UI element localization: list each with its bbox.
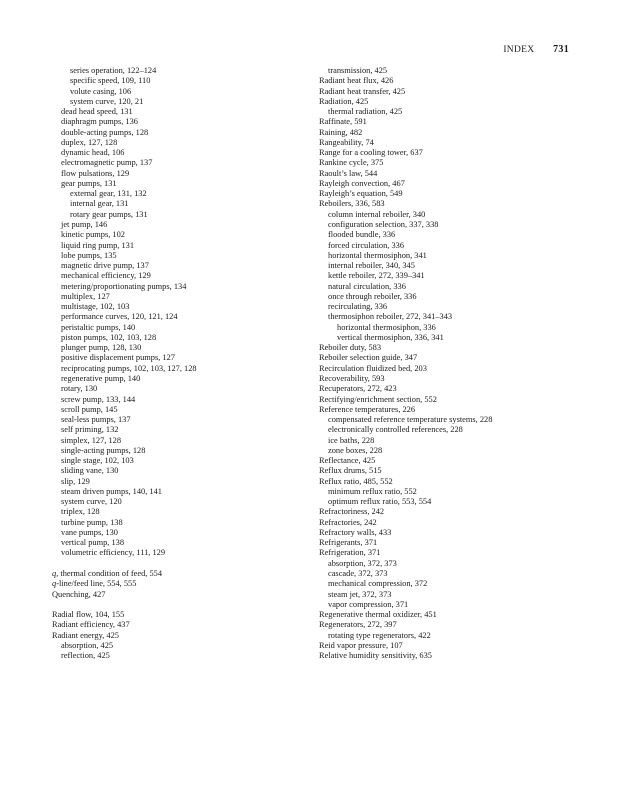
index-entry-text: Refractoriness, 242 — [319, 507, 385, 517]
index-entry — [52, 415, 312, 425]
index-entry-text: Radiant heat transfer, 425 — [319, 86, 406, 96]
index-entry — [319, 76, 589, 86]
index-entry-text: Radial flow, 104, 155 — [52, 610, 125, 620]
index-column-right — [319, 66, 589, 661]
index-entry-text: transmission, 425 — [328, 66, 388, 75]
index-entry-text: liquid ring pump, 131 — [61, 240, 135, 250]
index-entry-text: minimum reflux ratio, 552 — [328, 486, 417, 496]
index-entry-text: Refrigeration, 371 — [319, 548, 381, 558]
index-entry — [52, 128, 312, 138]
index-entry-text: peristaltic pumps, 140 — [61, 322, 136, 332]
index-entry-text: Relative humidity sensitivity, 635 — [319, 651, 432, 661]
index-entry — [319, 282, 589, 292]
index-entry — [52, 107, 312, 117]
index-entry-text: Rayleigh’s equation, 549 — [319, 189, 403, 199]
index-entry — [52, 374, 312, 384]
index-entry — [52, 158, 312, 168]
index-entry-text: thermal radiation, 425 — [328, 107, 403, 117]
index-entry — [319, 446, 589, 456]
index-entry — [52, 292, 312, 302]
index-entry — [52, 210, 312, 220]
index-entry — [319, 384, 589, 394]
index-entry-text: Refractories, 242 — [319, 517, 377, 527]
index-entry — [319, 425, 589, 435]
index-entry-text: rotary gear pumps, 131 — [70, 209, 148, 219]
index-entry-text: simplex, 127, 128 — [61, 435, 122, 445]
index-entry — [319, 333, 589, 343]
index-entry — [52, 333, 312, 343]
index-entry-text: Recirculation fluidized bed, 203 — [319, 363, 427, 373]
index-entry-text: column internal reboiler, 340 — [328, 209, 426, 219]
index-entry-text: zone boxes, 228 — [328, 445, 383, 455]
index-entry-text: Reboiler duty, 583 — [319, 343, 382, 353]
index-entry-text: vertical pump, 138 — [61, 538, 125, 548]
index-entry-text: single-acting pumps, 128 — [61, 445, 146, 455]
index-entry-text: natural circulation, 336 — [328, 281, 406, 291]
index-entry — [52, 497, 312, 507]
index-entry-text: thermosiphon reboiler, 272, 341–343 — [328, 312, 453, 322]
index-entry — [52, 487, 312, 497]
running-header-label: INDEX — [503, 45, 535, 55]
index-entry-text: Radiation, 425 — [319, 96, 369, 106]
index-entry-text: jet pump, 146 — [61, 219, 108, 229]
index-entry-text: Reference temperatures, 226 — [319, 404, 416, 414]
index-entry-text: Recuperators, 272, 423 — [319, 384, 397, 394]
index-entry — [52, 610, 312, 620]
index-entry — [319, 323, 589, 333]
index-entry-text: Refractory walls, 433 — [319, 527, 392, 537]
index-entry-text: reflection, 425 — [61, 651, 110, 661]
index-entry — [319, 641, 589, 651]
index-entry-text: rotating type regenerators, 422 — [328, 630, 431, 640]
index-entry-text: volumetric efficiency, 111, 129 — [61, 548, 166, 558]
index-entry — [52, 282, 312, 292]
index-entry-text: mechanical efficiency, 129 — [61, 271, 151, 281]
index-entry-text: steam jet, 372, 373 — [328, 589, 392, 599]
index-entry — [52, 456, 312, 466]
index-entry-text: double-acting pumps, 128 — [61, 127, 149, 137]
index-entry-text: rotary, 130 — [61, 384, 98, 394]
index-entry — [52, 518, 312, 528]
index-entry-text: absorption, 372, 373 — [328, 558, 397, 568]
index-entry-text: Range for a cooling tower, 637 — [319, 148, 423, 158]
index-entry — [319, 66, 589, 76]
index-entry — [319, 405, 589, 415]
index-entry-text: system curve, 120 — [61, 497, 122, 507]
index-entry-text: Rankine cycle, 375 — [319, 158, 384, 168]
index-entry — [319, 538, 589, 548]
index-entry — [319, 477, 589, 487]
index-entry-text: -line/feed line, 554, 555 — [56, 579, 137, 589]
index-entry-text: vertical thermosiphon, 336, 341 — [337, 332, 444, 342]
index-entry — [52, 590, 312, 600]
index-entry — [52, 538, 312, 548]
index-entry-text: compensated reference temperature systems, 228 — [328, 415, 493, 425]
index-entry — [52, 641, 312, 651]
index-entry-text: gear pumps, 131 — [61, 178, 117, 188]
index-entry-text: dynamic head, 106 — [61, 148, 125, 158]
index-column-left — [52, 66, 312, 661]
running-header — [503, 44, 569, 55]
index-entry-text: Rangeability, 74 — [319, 137, 374, 147]
index-entry-text: single stage, 102, 103 — [61, 456, 134, 466]
index-entry-text: Raining, 482 — [319, 127, 363, 137]
index-entry — [52, 302, 312, 312]
index-entry — [319, 199, 589, 209]
index-entry — [319, 631, 589, 641]
index-entry — [319, 456, 589, 466]
index-entry-text: system curve, 120, 21 — [70, 96, 144, 106]
index-entry-text: external gear, 131, 132 — [70, 189, 147, 199]
index-entry-text: Reboilers, 336, 583 — [319, 199, 385, 209]
index-entry — [52, 343, 312, 353]
index-entry-text: cascade, 372, 373 — [328, 569, 388, 579]
index-entry — [52, 477, 312, 487]
index-entry-text: ice baths, 228 — [328, 435, 375, 445]
index-spacer — [52, 600, 312, 610]
index-entry-text: volute casing, 106 — [70, 86, 132, 96]
index-entry-text: Radiant energy, 425 — [52, 630, 119, 640]
index-entry-text: horizontal thermosiphon, 341 — [328, 250, 427, 260]
index-entry-text: positive displacement pumps, 127 — [61, 353, 175, 363]
index-entry-text: flow pulsations, 129 — [61, 168, 130, 178]
index-entry — [319, 374, 589, 384]
index-entry-text: electronically controlled references, 228 — [328, 425, 463, 435]
index-entry-text: kinetic pumps, 102 — [61, 230, 125, 240]
index-entry — [52, 425, 312, 435]
index-entry-text: self priming, 132 — [61, 425, 119, 435]
index-entry — [52, 528, 312, 538]
index-entry — [319, 651, 589, 661]
index-entry — [52, 579, 312, 589]
index-entry-text: steam driven pumps, 140, 141 — [61, 486, 162, 496]
index-entry-text: Raoult’s law, 544 — [319, 168, 378, 178]
index-entry-text: multiplex, 127 — [61, 291, 110, 301]
index-entry — [319, 590, 589, 600]
index-entry — [319, 292, 589, 302]
index-entry — [52, 251, 312, 261]
index-entry-text: Reboiler selection guide, 347 — [319, 353, 418, 363]
index-entry — [319, 251, 589, 261]
index-entry-symbol: q — [52, 569, 57, 579]
index-entry-text: horizontal thermosiphon, 336 — [337, 322, 436, 332]
index-entry — [319, 569, 589, 579]
index-entry-text: Reflux ratio, 485, 552 — [319, 476, 393, 486]
index-entry — [319, 148, 589, 158]
index-entry-text: Raffinate, 591 — [319, 117, 367, 127]
index-entry-text: seal-less pumps, 137 — [61, 415, 131, 425]
index-entry — [319, 497, 589, 507]
index-entry-text: Quenching, 427 — [52, 589, 106, 599]
index-entry — [52, 651, 312, 661]
index-entry — [52, 76, 312, 86]
index-entry-text: triplex, 128 — [61, 507, 100, 517]
index-entry — [319, 343, 589, 353]
index-entry — [52, 446, 312, 456]
index-entry-text: Rayleigh convection, 467 — [319, 178, 405, 188]
index-entry-text: optimum reflux ratio, 553, 554 — [328, 497, 432, 507]
index-entry — [52, 169, 312, 179]
index-entry — [319, 436, 589, 446]
index-entry — [52, 148, 312, 158]
page-number: 731 — [553, 44, 569, 55]
index-entry-text: Radiant efficiency, 437 — [52, 620, 130, 630]
index-entry — [52, 230, 312, 240]
index-entry — [319, 107, 589, 117]
index-entry-text: once through reboiler, 336 — [328, 291, 417, 301]
index-entry-text: multistage, 102, 103 — [61, 302, 130, 312]
index-entry — [52, 87, 312, 97]
index-entry — [319, 395, 589, 405]
index-entry — [52, 199, 312, 209]
index-entry — [319, 230, 589, 240]
index-entry-text: Regenerative thermal oxidizer, 451 — [319, 610, 437, 620]
index-entry-text: screw pump, 133, 144 — [61, 394, 136, 404]
index-entry-text: magnetic drive pump, 137 — [61, 261, 149, 271]
index-entry — [319, 210, 589, 220]
index-entry — [319, 261, 589, 271]
index-entry-text: internal gear, 131 — [70, 199, 129, 209]
index-entry — [52, 620, 312, 630]
index-entry-text: mechanical compression, 372 — [328, 579, 428, 589]
index-entry — [52, 66, 312, 76]
index-entry — [52, 323, 312, 333]
index-entry — [319, 271, 589, 281]
index-entry-text: sliding vane, 130 — [61, 466, 119, 476]
index-entry-text: performance curves, 120, 121, 124 — [61, 312, 178, 322]
index-entry-text: Radiant heat flux, 426 — [319, 76, 394, 86]
index-entry-text: diaphragm pumps, 136 — [61, 117, 138, 127]
index-entry — [52, 548, 312, 558]
index-entry — [319, 415, 589, 425]
index-entry-text: forced circulation, 336 — [328, 240, 405, 250]
index-entry — [319, 559, 589, 569]
index-entry — [319, 189, 589, 199]
index-entry-text: scroll pump, 145 — [61, 404, 118, 414]
index-entry — [52, 97, 312, 107]
index-entry — [319, 241, 589, 251]
index-entry-text: Reflux drums, 515 — [319, 466, 382, 476]
index-entry-text: series operation, 122–124 — [70, 66, 157, 75]
index-entry — [319, 466, 589, 476]
index-entry — [319, 179, 589, 189]
index-entry — [52, 271, 312, 281]
index-entry — [319, 579, 589, 589]
index-entry — [319, 302, 589, 312]
index-entry-text: piston pumps, 102, 103, 128 — [61, 332, 157, 342]
index-entry — [319, 600, 589, 610]
index-entry — [319, 169, 589, 179]
index-entry — [52, 395, 312, 405]
index-spacer — [52, 559, 312, 569]
index-entry-text: Regenerators, 272, 397 — [319, 620, 397, 630]
index-entry-text: Refrigerants, 371 — [319, 538, 378, 548]
index-entry — [52, 117, 312, 127]
index-entry — [319, 128, 589, 138]
index-entry-text: absorption, 425 — [61, 640, 114, 650]
index-entry-text: lobe pumps, 135 — [61, 250, 117, 260]
index-entry-text: vapor compression, 371 — [328, 599, 409, 609]
index-entry — [52, 189, 312, 199]
index-entry-symbol: q — [52, 579, 57, 589]
index-entry — [52, 569, 312, 579]
index-entry-text: specific speed, 109, 110 — [70, 76, 151, 86]
index-entry — [319, 87, 589, 97]
index-entry — [52, 220, 312, 230]
index-entry — [52, 353, 312, 363]
index-entry — [319, 312, 589, 322]
index-entry — [52, 312, 312, 322]
index-entry-text: Recoverability, 593 — [319, 373, 385, 383]
index-entry-text: kettle reboiler, 272, 339–341 — [328, 271, 425, 281]
index-entry — [319, 528, 589, 538]
index-entry — [52, 364, 312, 374]
index-entry — [319, 610, 589, 620]
index-entry-text: Reid vapor pressure, 107 — [319, 640, 403, 650]
index-entry — [319, 97, 589, 107]
index-entry — [319, 548, 589, 558]
index-entry-text: vane pumps, 130 — [61, 527, 118, 537]
index-entry-text: reciprocating pumps, 102, 103, 127, 128 — [61, 363, 197, 373]
index-entry-text: slip, 129 — [61, 476, 90, 486]
index-entry — [52, 384, 312, 394]
index-entry-text: internal reboiler, 340, 345 — [328, 261, 415, 271]
index-entry-text: dead head speed, 131 — [61, 107, 133, 117]
index-entry — [319, 487, 589, 497]
index-entry-text: Reflectance, 425 — [319, 456, 376, 466]
index-entry — [319, 353, 589, 363]
index-entry-text: flooded bundle, 336 — [328, 230, 396, 240]
index-entry — [319, 138, 589, 148]
index-entry — [52, 138, 312, 148]
index-entry — [319, 507, 589, 517]
index-entry — [319, 620, 589, 630]
index-entry — [319, 364, 589, 374]
index-entry — [52, 261, 312, 271]
index-entry-text: duplex, 127, 128 — [61, 137, 118, 147]
index-entry — [319, 518, 589, 528]
index-entry — [319, 158, 589, 168]
index-entry — [52, 466, 312, 476]
index-entry-text: configuration selection, 337, 338 — [328, 219, 439, 229]
index-entry-text: electromagnetic pump, 137 — [61, 158, 153, 168]
index-entry-text: plunger pump, 128, 130 — [61, 343, 142, 353]
index-entry — [52, 436, 312, 446]
index-entry — [52, 241, 312, 251]
index-entry-text: turbine pump, 138 — [61, 517, 123, 527]
index-entry-text: Rectifying/enrichment section, 552 — [319, 394, 437, 404]
index-entry-text: metering/proportionating pumps, 134 — [61, 281, 187, 291]
index-entry — [52, 405, 312, 415]
index-entry-text: recirculating, 336 — [328, 302, 388, 312]
index-entry — [319, 220, 589, 230]
index-entry — [52, 507, 312, 517]
index-entry — [319, 117, 589, 127]
index-entry — [52, 631, 312, 641]
index-entry — [52, 179, 312, 189]
index-entry-text: , thermal condition of feed, 554 — [56, 569, 163, 579]
index-entry-text: regenerative pump, 140 — [61, 373, 141, 383]
